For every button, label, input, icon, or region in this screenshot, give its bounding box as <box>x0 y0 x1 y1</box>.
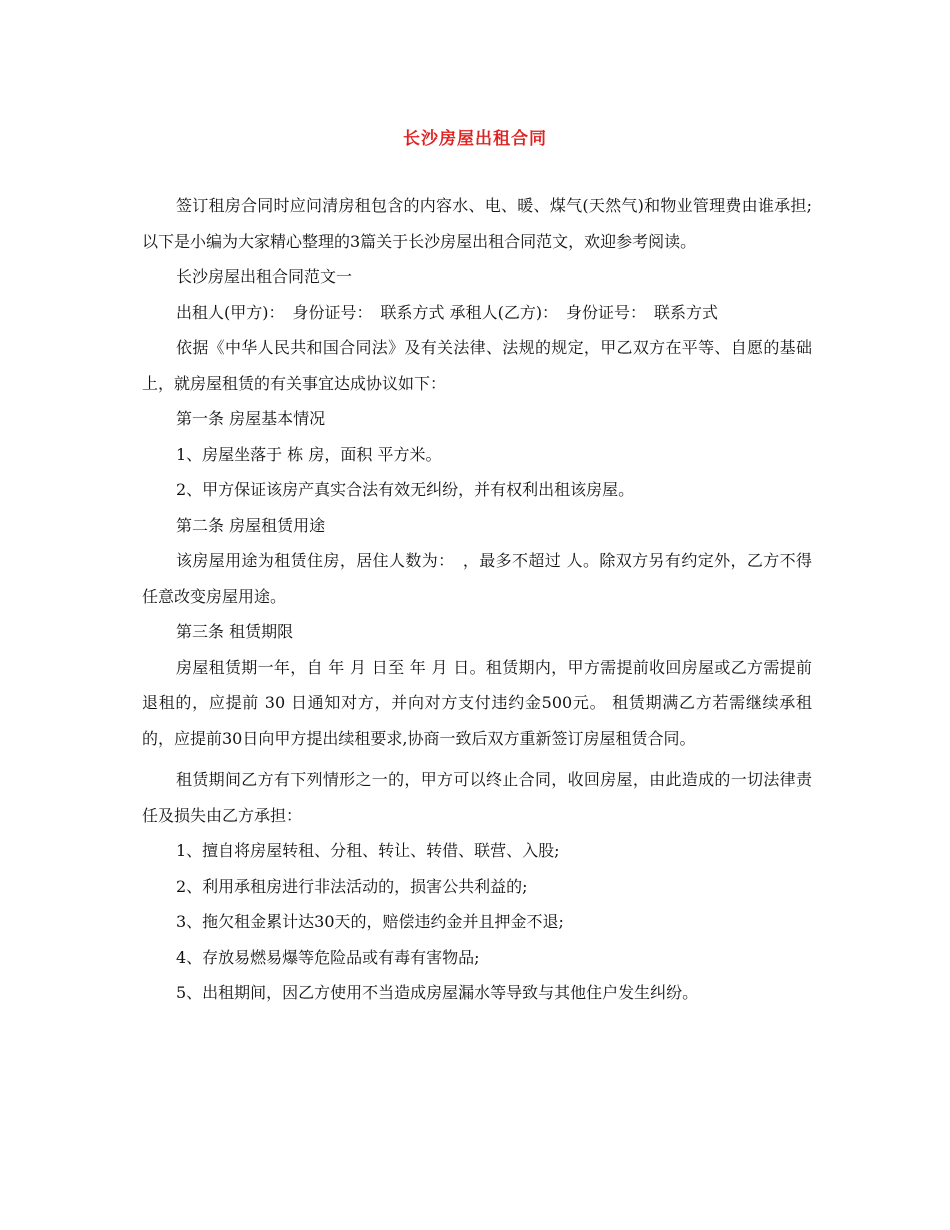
section-heading: 长沙房屋出租合同范文一 <box>176 267 353 286</box>
list-item: 1、擅自将房屋转租、分租、转让、转借、联营、入股; <box>176 841 560 860</box>
clause-paragraph: 2、甲方保证该房产真实合法有效无纠纷，并有权利出租该房屋。 <box>176 480 635 499</box>
clause-paragraph: 租赁期间乙方有下列情形之一的，甲方可以终止合同，收回房屋，由此造成的一切法律责任及损失由乙方承担： <box>142 770 812 825</box>
intro-paragraph: 签订租房合同时应问清房租包含的内容水、电、暖、煤气(天然气)和物业管理费由谁承担;以下是小编为大家精心整理的3篇关于长沙房屋出租合同范文，欢迎参考阅读。 <box>142 196 812 251</box>
list-item: 5、出租期间，因乙方使用不当造成房屋漏水等导致与其他住户发生纠纷。 <box>176 983 699 1002</box>
list-item: 2、利用承租房进行非法活动的，损害公共利益的; <box>176 876 528 896</box>
article-heading: 第三条 租赁期限 <box>176 622 294 641</box>
list-item: 4、存放易燃易爆等危险品或有毒有害物品; <box>176 947 480 967</box>
clause-paragraph: 1、房屋坐落于 栋 房，面积 平方米。 <box>176 444 442 464</box>
document-body <box>142 188 812 1011</box>
parties-paragraph: 出租人(甲方)： 身份证号： 联系方式 承租人(乙方)： 身份证号： 联系方式 <box>176 302 719 322</box>
list-item: 3、拖欠租金累计达30天的，赔偿违约金并且押金不退; <box>176 912 564 931</box>
basis-paragraph: 依据《中华人民共和国合同法》及有关法律、法规的规定，甲乙双方在平等、自愿的基础上，就房屋租赁的有关事宜达成协议如下： <box>142 338 812 393</box>
document-title: 长沙房屋出租合同 <box>403 129 547 149</box>
clause-paragraph: 该房屋用途为租赁住房，居住人数为： ，最多不超过 人。除双方另有约定外，乙方不得任意改变房屋用途。 <box>142 551 812 606</box>
article-heading: 第一条 房屋基本情况 <box>176 409 326 428</box>
article-heading: 第二条 房屋租赁用途 <box>176 515 326 535</box>
clause-paragraph: 房屋租赁期一年，自 年 月 日至 年 月 日。租赁期内，甲方需提前收回房屋或乙方需提前退租的，应提前 30 日通知对方，并向对方支付违约金500元。 租赁期满乙方若需继续承租的，应提前30日向甲方提出续租要求,协商一致后双方重新签订房屋租赁合同。 <box>142 657 812 748</box>
